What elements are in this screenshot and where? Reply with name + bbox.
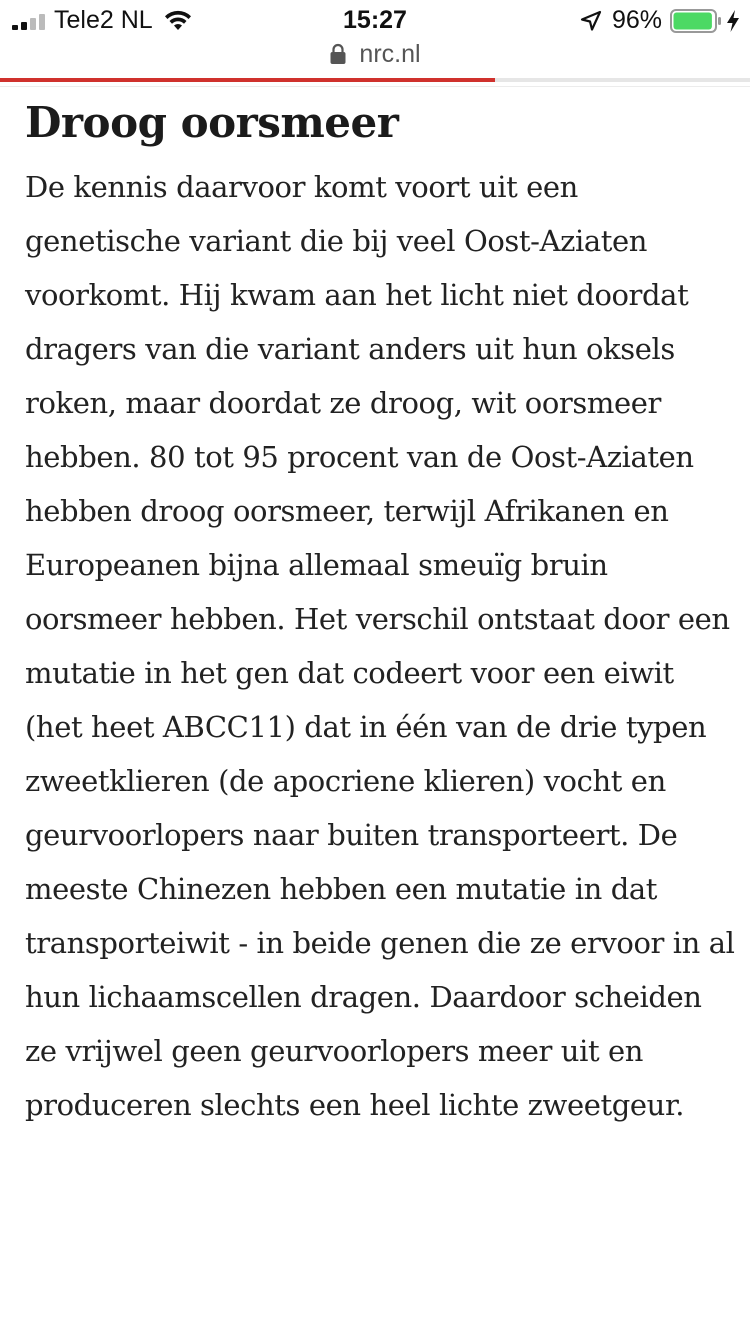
location-arrow-icon [580,10,602,32]
header-divider [0,86,750,87]
progress-fill [0,78,495,82]
charging-bolt-icon [726,9,740,33]
clock: 15:27 [343,6,407,34]
status-bar [0,0,750,40]
carrier-name: Tele2 NL [54,6,153,34]
address-bar[interactable] [0,40,750,76]
battery-icon [670,9,722,33]
battery-percentage: 96% [612,6,663,34]
url-text[interactable]: nrc.nl [359,40,421,68]
section-heading: Droog oorsmeer [25,98,399,147]
lock-icon [329,43,347,65]
article-content [25,96,735,1132]
article-paragraph: De kennis daarvoor komt voort uit een genetische variant die bij veel Oost-Aziaten voorkomt. Hij kwam aan het licht niet doordat dragers van die variant anders uit hun oksels roken, maar doordat ze droog, wit oorsmeer hebben. 80 tot 95 procent van de Oost-Aziaten hebben droog oorsmeer, terwijl Afrikanen en Europeanen bijna allemaal smeuïg bruin oorsmeer hebben. Het verschil ontstaat door een mutatie in het gen dat codeert voor een eiwit (het heet ABCC11) dat in één van de drie typen zweetklieren (de apocriene klieren) vocht en geurvoorlopers naar buiten transporteert. De meeste Chinezen hebben een mutatie in dat transporteiwit - in beide genen die ze ervoor in al hun lichaamscellen dragen. Daardoor scheiden ze vrijwel geen geurvoorlopers meer uit en produceren slechts een heel lichte zweetgeur. [25,170,735,1122]
page-load-progress [0,78,750,82]
